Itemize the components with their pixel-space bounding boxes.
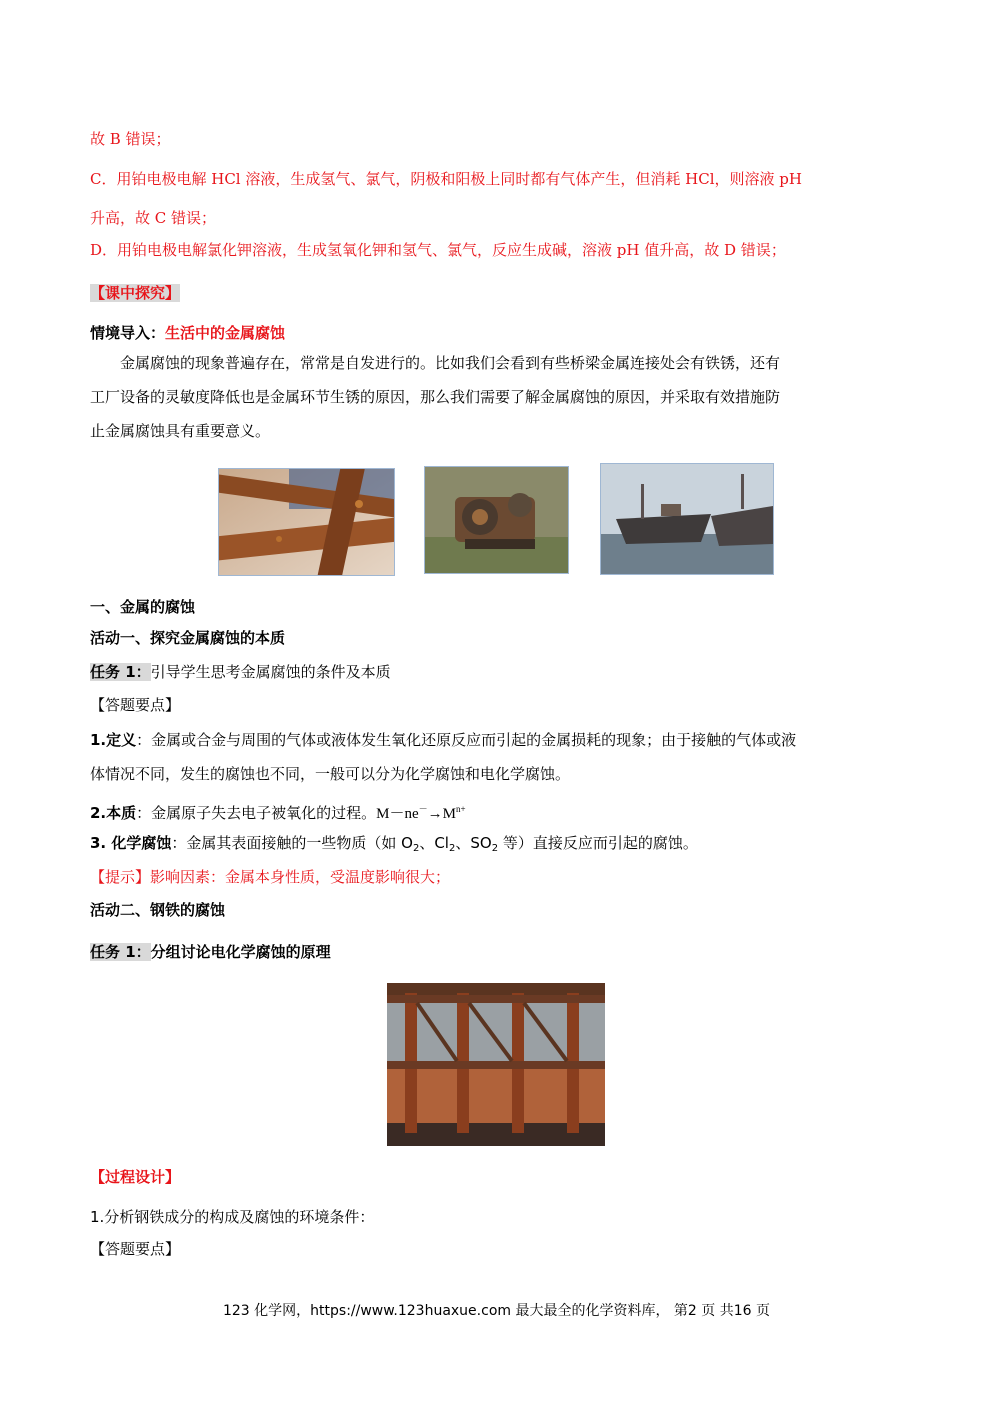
task2-line: [90, 941, 331, 963]
part1-heading: 一、金属的腐蚀: [90, 598, 196, 616]
rusty-steel-structure-photo: [387, 983, 605, 1146]
task1-label: 任务 1：: [90, 663, 151, 681]
answer-points-label-2: 【答题要点】: [90, 1240, 181, 1258]
scenario-heading: [90, 322, 285, 344]
answer-c-line-1: C．用铂电极电解 HCl 溶液，生成氢气、氯气，阴极和阳极上同时都有气体产生，但消耗 HCl，则溶液 pH: [90, 170, 802, 188]
step1-line: 1.分析钢铁成分的构成及腐蚀的环境条件：: [90, 1208, 375, 1226]
essence-line: [90, 798, 466, 825]
task2-label: 任务 1：: [90, 943, 151, 961]
definition-text-1: ：金属或合金与周围的气体或液体发生氧化还原反应而引起的金属损耗的现象；由于接触的气体或液: [136, 731, 797, 749]
task2-text: 分组讨论电化学腐蚀的原理: [150, 943, 331, 961]
essence-text: ：金属原子失去电子被氧化的过程。: [136, 804, 377, 822]
task1-line: [90, 661, 391, 683]
rusty-ships-illustration: [601, 464, 774, 575]
activity2-heading: 活动二、钢铁的腐蚀: [90, 901, 226, 919]
section-class-text: 【课中探究】: [90, 284, 181, 302]
rusty-pipes-photo: [218, 468, 395, 576]
definition-line-1: [90, 729, 796, 751]
rusty-ships-photo: [600, 463, 774, 575]
rusty-pipes-illustration: [219, 469, 395, 576]
scenario-paragraph-line-3: 止金属腐蚀具有重要意义。: [90, 422, 271, 440]
essence-label: 2.本质: [90, 804, 137, 822]
definition-line-2: 体情况不同，发生的腐蚀也不同，一般可以分为化学腐蚀和电化学腐蚀。: [90, 765, 571, 783]
definition-label: 1.定义: [90, 731, 137, 749]
answer-c-line-2: 升高，故 C 错误；: [90, 209, 217, 227]
chemical-corrosion-line: 3. 化学腐蚀：金属其表面接触的一些物质（如 $O_2$、$Cl_2$、$SO_2$ 等）直接反应而引起的腐蚀。: [90, 834, 698, 854]
answer-points-label: 【答题要点】: [90, 696, 181, 714]
rusty-machine-photo: [424, 466, 569, 574]
scenario-paragraph-line-2: 工厂设备的灵敏度降低也是金属环节生锈的原因，那么我们需要了解金属腐蚀的原因，并采取有效措施防: [90, 388, 781, 406]
scenario-label: 情境导入：: [90, 324, 166, 342]
activity1-heading: 活动一、探究金属腐蚀的本质: [90, 629, 286, 647]
rusty-steel-structure-illustration: [387, 983, 605, 1146]
page-footer: 123 化学网，https://www.123huaxue.com 最大最全的化学资料库， 第2 页 共16 页: [222, 1303, 770, 1319]
section-class-label: [90, 282, 180, 304]
scenario-title: 生活中的金属腐蚀: [165, 324, 286, 342]
oxidation-formula: $M-ne^-\to M^{n+}$: [376, 804, 466, 822]
answer-b-line: 故 B 错误；: [90, 130, 171, 148]
process-design-label: 【过程设计】: [90, 1168, 181, 1186]
rusty-machine-illustration: [425, 467, 569, 574]
chemical-corrosion-label: 3. 化学腐蚀: [90, 834, 172, 852]
tip-line: 【提示】影响因素：金属本身性质，受温度影响很大；: [90, 868, 451, 886]
answer-d-line: D．用铂电极电解氯化钾溶液，生成氢氧化钾和氢气、氯气，反应生成碱，溶液 pH 值升高，故 D 错误；: [90, 241, 786, 259]
scenario-paragraph-line-1: 金属腐蚀的现象普遍存在，常常是自发进行的。比如我们会看到有些桥梁金属连接处会有铁锈，还有: [120, 354, 781, 372]
task1-text: 引导学生思考金属腐蚀的条件及本质: [150, 663, 391, 681]
